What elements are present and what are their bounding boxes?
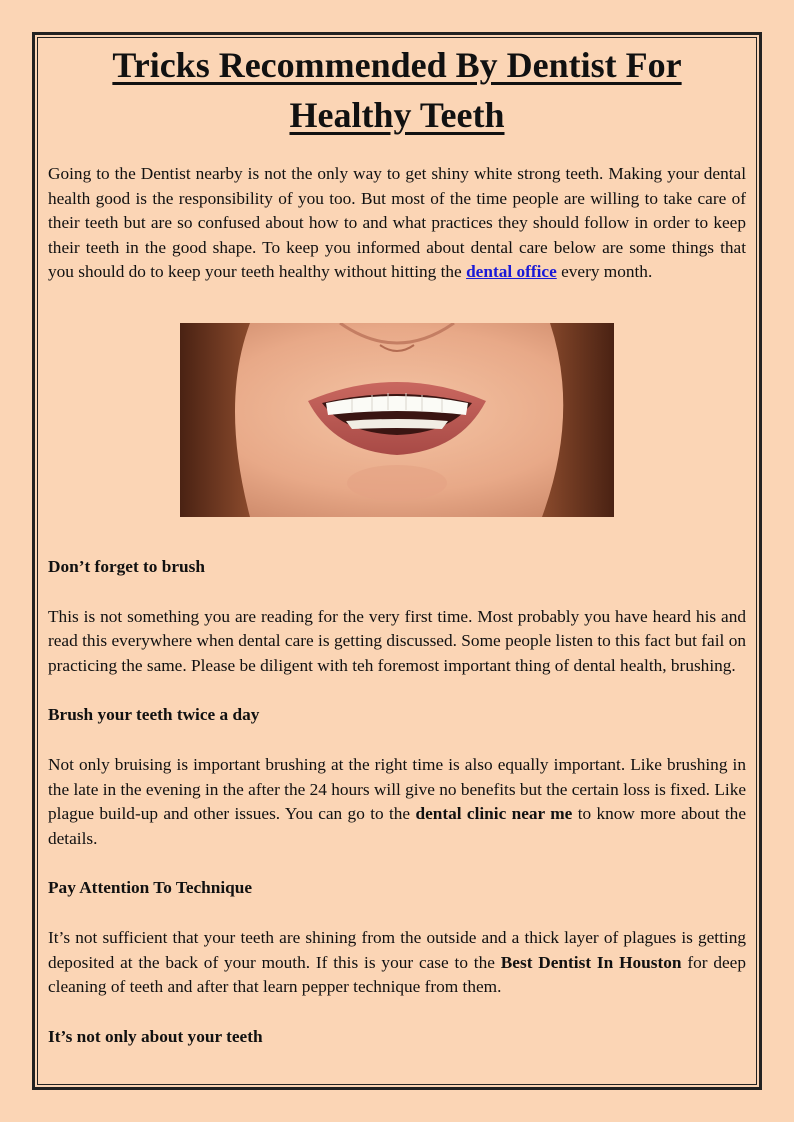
heading-not-only-teeth: It’s not only about your teeth [48,1026,263,1046]
technique-text-start: It’s not sufficient that your teeth are shining from the outside and a thick layer of plagues is getting deposited at the back of your mouth. If this is your case to the [48,927,746,972]
twice-text-start: Not only bruising is important brushing at the right time is also equally important. Like brushing in the late in the evening in the after the 24 hours will give no benefits but the certain loss is fixed. Like plague build-up and other issues. You can go to the [48,754,746,824]
paragraph-technique [48,926,746,1000]
document-body [48,40,746,1049]
heading-brush: Don’t forget to brush [48,556,205,576]
best-dentist-bold: Best Dentist In Houston [500,952,682,972]
intro-text-end: every month. [556,262,653,282]
heading-twice-a-day: Brush your teeth twice a day [48,705,260,725]
paragraph-twice-a-day [48,753,746,851]
twice-text-end: to know more about the details. [48,804,746,848]
intro-text-start: Going to the Dentist nearby is not the only way to get shiny white strong teeth. Making your dental health good is the responsibility of you too. But most of the time people are willing to take care of their teeth but are so confused about how to and what practices they should follow in order to keep their teeth in the good shape. To keep you informed about dental care below are some things that you should do to keep your teeth healthy without hitting the [48,164,746,282]
dental-office-link[interactable]: dental office [466,262,557,282]
paragraph-brush: This is not something you are reading for the very first time. Most probably you have heard his and read this everywhere when dental care is getting discussed. Some people listen to this fact but fail on practicing the same. Please be diligent with teh foremost important thing of dental health, brushing. [48,606,746,675]
intro-paragraph [48,162,746,285]
heading-technique: Pay Attention To Technique [48,878,253,898]
smile-photo [180,323,614,517]
dental-clinic-bold: dental clinic near me [415,804,573,824]
technique-text-end: for deep cleaning of teeth and after that learn pepper technique from them. [48,952,746,997]
document-title: Tricks Recommended By Dentist For Healthy Teeth [112,45,682,135]
